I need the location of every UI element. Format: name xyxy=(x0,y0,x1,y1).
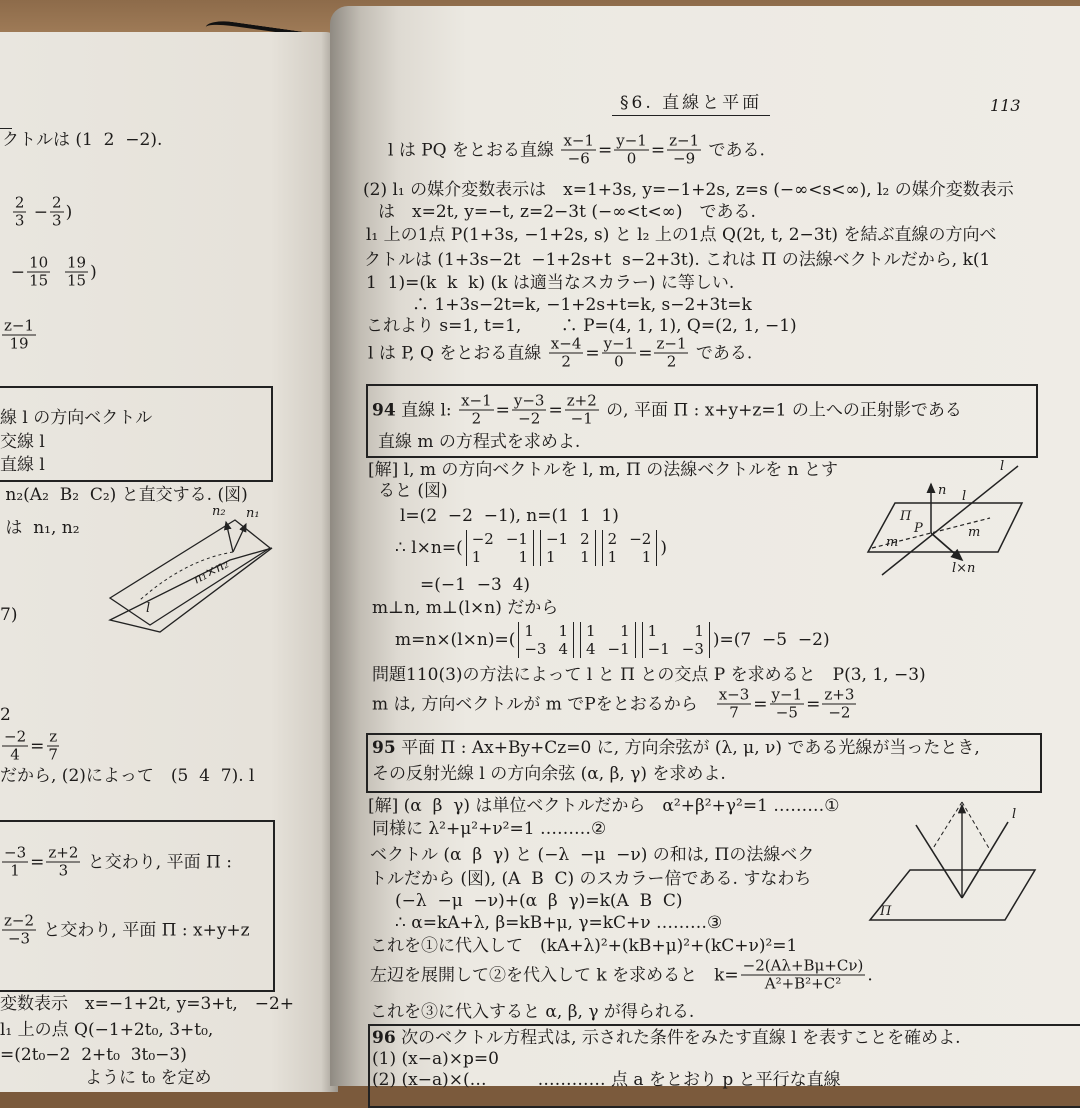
fig94-plane: Π xyxy=(900,509,912,524)
text-segment: これを①に代入して (kA+λ)²+(kB+μ)²+(kC+ν)²=1 xyxy=(370,936,798,956)
left-fig-cross: n₁×n₂ xyxy=(190,556,232,588)
numerator: z+2 xyxy=(566,391,597,410)
numerator: z xyxy=(49,727,58,746)
reflected-ray xyxy=(962,822,1008,898)
plane-shape-95 xyxy=(870,870,1035,920)
text-segment: 直線 m の方程式を求めよ. xyxy=(378,432,581,452)
matrix-entry: −1 xyxy=(545,530,569,548)
denominator: 2 xyxy=(561,352,571,371)
matrix-entry: 1 xyxy=(524,622,534,640)
matrix-entry: 2 xyxy=(580,530,590,548)
denominator: 0 xyxy=(614,352,624,371)
text-segment: ∴ 1+3s−2t=k, −1+2s+t=k, s−2+3t=k xyxy=(395,295,752,315)
denominator: −2 xyxy=(828,703,851,722)
text-segment: = xyxy=(548,400,563,420)
text-segment: である. xyxy=(703,140,765,160)
text-segment: = xyxy=(638,343,653,363)
text-segment: 7) xyxy=(0,605,18,625)
text-segment: =(2t₀−2 2+t₀ 3t₀−3) xyxy=(0,1045,187,1065)
denominator: −1 xyxy=(570,409,593,428)
denominator: 3 xyxy=(52,211,62,230)
denominator: 1 xyxy=(10,861,20,880)
fig94-n: n xyxy=(938,483,947,498)
matrix-entry: 1 xyxy=(620,622,630,640)
numerator: y−1 xyxy=(603,334,635,353)
text-segment: = xyxy=(806,694,821,714)
numerator: x−4 xyxy=(550,334,582,353)
text-segment: (−λ −μ −ν)+(α β γ)=k(A B C) xyxy=(395,891,683,911)
fig94-m-left: m xyxy=(886,535,899,550)
matrix-entry: 1 xyxy=(607,548,618,566)
denominator: 7 xyxy=(48,745,58,764)
matrix-entry: 1 xyxy=(580,548,590,566)
text-segment: これより s=1, t=1, ∴ P=(4, 1, 1), Q=(2, 1, −1) xyxy=(366,316,797,336)
matrix-entry: 1 xyxy=(694,622,704,640)
fig94-l-line: l xyxy=(1000,459,1005,474)
denominator: 4 xyxy=(10,745,20,764)
text-segment: l は P, Q をとおる直線 xyxy=(368,343,547,363)
matrix-entry: −3 xyxy=(524,640,547,658)
text-segment: だから, (2)によって (5 4 7). l xyxy=(0,766,255,786)
text-segment: 変数表示 x=−1+2t, y=3+t, −2+ xyxy=(0,994,295,1014)
text-segment: ベクトル (α β γ) と (−λ −μ −ν) の和は, Πの法線ベク xyxy=(370,845,815,865)
denominator: 15 xyxy=(29,271,49,290)
matrix-entry: −1 xyxy=(505,530,528,548)
fig94-point: P xyxy=(914,521,923,536)
text-segment: [解] (α β γ) は単位ベクトルだから α²+β²+γ²=1 ………① xyxy=(368,796,840,816)
text-segment: (1) (x−a)×p=0 xyxy=(372,1049,499,1069)
matrix-entry: 1 xyxy=(641,548,652,566)
text-segment: 直線 l: xyxy=(395,400,458,420)
numerator: y−1 xyxy=(771,685,803,704)
numerator: z+2 xyxy=(48,843,79,862)
numerator: z−1 xyxy=(4,316,35,335)
text-segment: その反射光線 l の方向余弦 (α, β, γ) を求めよ. xyxy=(372,764,726,784)
fig95-plane: Π xyxy=(880,904,892,919)
text-segment: )=(7 −5 −2) xyxy=(712,630,830,650)
text-segment: l₁ 上の1点 P(1+3s, −1+2s, s) と l₂ 上の1点 Q(2t, t, 2−3t) を結ぶ直線の方向べ xyxy=(366,225,997,245)
numerator: z−1 xyxy=(656,334,687,353)
text-segment: . xyxy=(867,965,873,985)
denominator: A²+B²+C² xyxy=(764,974,842,993)
denominator: 19 xyxy=(9,334,29,353)
n1-vector xyxy=(233,524,246,552)
text-segment: n₂(A₂ B₂ C₂) と直交する. (図) xyxy=(0,485,248,505)
text-segment: と交わり, 平面 Π : xyxy=(82,852,232,872)
fig95-l: l xyxy=(1012,807,1017,822)
text-segment: ) xyxy=(660,538,667,558)
denominator: 2 xyxy=(666,352,677,371)
numerator: y−1 xyxy=(616,131,647,150)
matrix-entry: −2 xyxy=(471,530,494,548)
text-segment: m=n×(l×n)=( xyxy=(395,630,516,650)
numerator: z−1 xyxy=(669,131,700,150)
matrix-entry: 1 xyxy=(545,548,556,566)
text-segment: 96 xyxy=(372,1028,396,1048)
numerator: 19 xyxy=(66,253,87,272)
text-segment: ) xyxy=(90,262,97,282)
left-plane-2 xyxy=(110,548,272,632)
fig94-m-right: m xyxy=(968,525,981,540)
fig94-cross: l×n xyxy=(952,561,976,576)
text-segment: l=(2 −2 −1), n=(1 1 1) xyxy=(400,506,619,526)
text-segment: である. xyxy=(690,343,753,363)
numerator: 2 xyxy=(52,193,62,212)
text-segment: =(−1 −3 4) xyxy=(420,575,531,595)
denominator: 0 xyxy=(626,149,637,168)
denominator: 15 xyxy=(66,271,87,290)
denominator: 7 xyxy=(729,703,739,722)
numerator: y−3 xyxy=(513,391,545,410)
numerator: −2(Aλ+Bμ+Cν) xyxy=(742,956,864,975)
dashed-right xyxy=(962,802,990,850)
denominator: −5 xyxy=(775,703,798,722)
incident-ray xyxy=(916,825,962,898)
denominator: −3 xyxy=(7,929,31,948)
text-segment: = xyxy=(30,852,45,872)
text-segment: ると (図) xyxy=(378,481,448,501)
left-fig-l: l xyxy=(146,601,151,616)
matrix-entry: −3 xyxy=(681,640,704,658)
denominator: 2 xyxy=(471,409,482,428)
text-segment: l は PQ をとおる直線 xyxy=(388,140,560,160)
text-segment: の, 平面 Π : x+y+z=1 の上への正射影である xyxy=(600,400,962,420)
numerator: −3 xyxy=(4,843,27,862)
numerator: x−1 xyxy=(563,131,595,150)
text-segment: 95 xyxy=(372,738,396,758)
text-segment: = xyxy=(598,140,613,160)
matrix-entry: 1 xyxy=(471,548,482,566)
matrix-entry: −1 xyxy=(607,640,630,658)
matrix-entry: 4 xyxy=(558,640,568,658)
text-segment: ∴ α=kA+λ, β=kB+μ, γ=kC+ν ………③ xyxy=(395,913,723,933)
text-segment: l₁ 上の点 Q(−1+2t₀, 3+t₀, xyxy=(0,1020,214,1040)
left-fig-n2: n₂ xyxy=(212,504,226,519)
text-segment: 次のベクトル方程式は, 示された条件をみたす直線 l を表すことを確めよ. xyxy=(395,1028,961,1048)
text-segment: 交線 l xyxy=(0,432,45,452)
text-segment: 直線 l xyxy=(0,455,45,475)
n2-vector xyxy=(226,522,233,552)
text-segment: [解] l, m の方向ベクトルを l, m, Π の法線ベクトルを n とす xyxy=(368,460,838,480)
text-segment: = xyxy=(30,736,45,756)
numerator: z+3 xyxy=(824,685,855,704)
text-segment: 同様に λ²+μ²+ν²=1 ………② xyxy=(372,819,607,839)
text-segment: クトルは (1+3s−2t −1+2s+t s−2+3t). これは Π の法線ベクトルだから, k(1 xyxy=(364,250,991,270)
text-segment: 94 xyxy=(372,400,396,420)
denominator: 3 xyxy=(14,211,25,230)
text-segment: ように t₀ を定め xyxy=(0,1068,212,1088)
matrix-entry: 1 xyxy=(647,622,658,640)
text-segment: = xyxy=(495,400,510,420)
denominator: −6 xyxy=(567,149,590,168)
numerator: −2 xyxy=(4,727,27,746)
text-segment: ∴ l×n=( xyxy=(395,538,463,558)
text-segment: と交わり, 平面 Π : x+y+z xyxy=(38,920,250,940)
denominator: −9 xyxy=(673,149,696,168)
page-number: 113 xyxy=(990,96,1021,115)
text-segment: 問題110(3)の方法によって l と Π との交点 P を求めると P(3, 1, −3) xyxy=(372,665,926,685)
text-segment: は n₁, n₂ xyxy=(0,518,80,538)
denominator: −2 xyxy=(518,409,541,428)
denominator: 3 xyxy=(58,861,69,880)
cross-vector xyxy=(931,533,962,560)
text-segment: 左辺を展開して②を代入して k を求めると k= xyxy=(370,965,739,985)
matrix-entry: 1 xyxy=(558,622,568,640)
matrix-entry: 1 xyxy=(518,548,528,566)
text-segment: (2) (x−a)×(… ………… 点 a をとおり p と平行な直線 xyxy=(372,1070,841,1090)
text-segment: は x=2t, y=−t, z=2−3t (−∞<t<∞) である. xyxy=(378,202,756,222)
text-segment: クトルは (1 2 −2). xyxy=(2,130,163,150)
text-segment: (2) l₁ の媒介変数表示は x=1+3s, y=−1+2s, z=s (−∞<s<∞), l₂ の媒介変数表示 xyxy=(363,180,1014,200)
numerator: 10 xyxy=(29,253,49,272)
matrix-entry: 2 xyxy=(607,530,618,548)
numerator: x−3 xyxy=(718,685,750,704)
text-segment: = xyxy=(585,343,600,363)
numerator: 2 xyxy=(14,193,25,212)
text-segment: = xyxy=(753,694,768,714)
matrix-entry: −2 xyxy=(629,530,652,548)
text-segment: 1 1)=(k k k) (k は適当なスカラー) に等しい. xyxy=(366,273,735,293)
text-segment: ) xyxy=(65,202,73,222)
text-segment: − xyxy=(0,262,26,282)
text-segment: = xyxy=(650,140,666,160)
dashed-left xyxy=(932,802,962,850)
text-segment: これを③に代入すると α, β, γ が得られる. xyxy=(370,1002,695,1022)
text-segment: 2 xyxy=(0,705,11,725)
numerator: z−2 xyxy=(4,911,35,930)
matrix-entry: 4 xyxy=(586,640,596,658)
section-header: §6. 直線と平面 xyxy=(612,88,770,116)
text-segment: 平面 Π : Ax+By+Cz=0 に, 方向余弦が (λ, μ, ν) である光線が当ったとき, xyxy=(395,738,980,758)
text-segment: 線 l の方向ベクトル xyxy=(0,408,153,428)
text-segment: m は, 方向ベクトルが m でPをとおるから xyxy=(372,694,715,714)
text-segment: − xyxy=(28,202,49,222)
fig94-l-vec: l xyxy=(962,489,967,504)
matrix-entry: 1 xyxy=(586,622,596,640)
text-segment: トルだから (図), (A B C) のスカラー倍である. すなわち xyxy=(370,869,812,889)
left-fig-n1: n₁ xyxy=(246,506,260,521)
text-segment: m⊥n, m⊥(l×n) だから xyxy=(372,598,559,618)
matrix-entry: −1 xyxy=(647,640,670,658)
numerator: x−1 xyxy=(461,391,492,410)
